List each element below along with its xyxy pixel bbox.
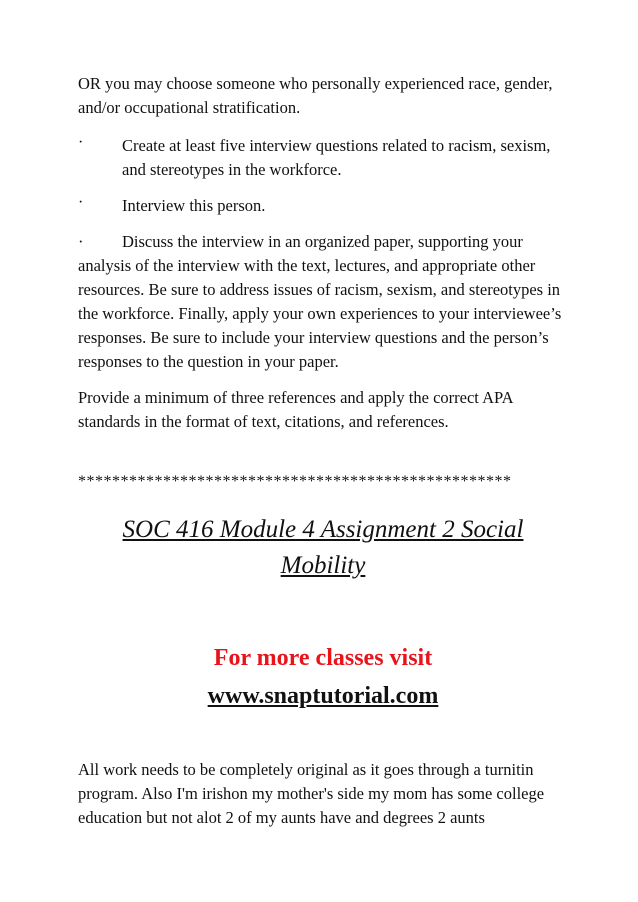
bullet-marker: ·: [78, 134, 84, 151]
bullet-item: [78, 230, 568, 374]
closing-paragraph: All work needs to be completely original as it goes through a turnitin program. Also I'm irishon my mother's side my mom has some college education but not alot 2 of my aunts have and degrees 2 aunts: [78, 760, 545, 827]
bullet-marker: ·: [78, 194, 84, 211]
bullet-text: Create at least five interview questions related to racism, sexism, and stereotypes in the workforce.: [122, 136, 551, 179]
intro-paragraph: OR you may choose someone who personally experienced race, gender, and/or occupational stratification.: [78, 74, 553, 117]
bullet-text-content: Discuss the interview in an organized paper, supporting your analysis of the interview with the text, lectures, and appropriate other resources. Be sure to address issues of racism, sexism, and stereotypes in the workforce. Finally, apply your own experiences to your interviewee’s responses. Be sure to include your interview questions and the person’s responses to the question in your paper.: [78, 232, 562, 371]
website-link[interactable]: www.snaptutorial.com: [207, 683, 439, 709]
visit-heading: For more classes visit: [213, 645, 433, 671]
bullet-item: [78, 194, 568, 218]
document-title: SOC 416 Module 4 Assignment 2 Social Mobility: [122, 516, 524, 579]
bullet-item: [78, 134, 568, 182]
separator-line: ***************************************************: [78, 473, 512, 490]
document-page: [78, 72, 568, 830]
references-paragraph: Provide a minimum of three references and apply the correct APA standards in the format of text, citations, and references.: [78, 388, 513, 431]
bullet-text-long: [78, 230, 568, 374]
bullet-text: Interview this person.: [122, 196, 266, 215]
bullet-marker: ·: [78, 232, 84, 251]
